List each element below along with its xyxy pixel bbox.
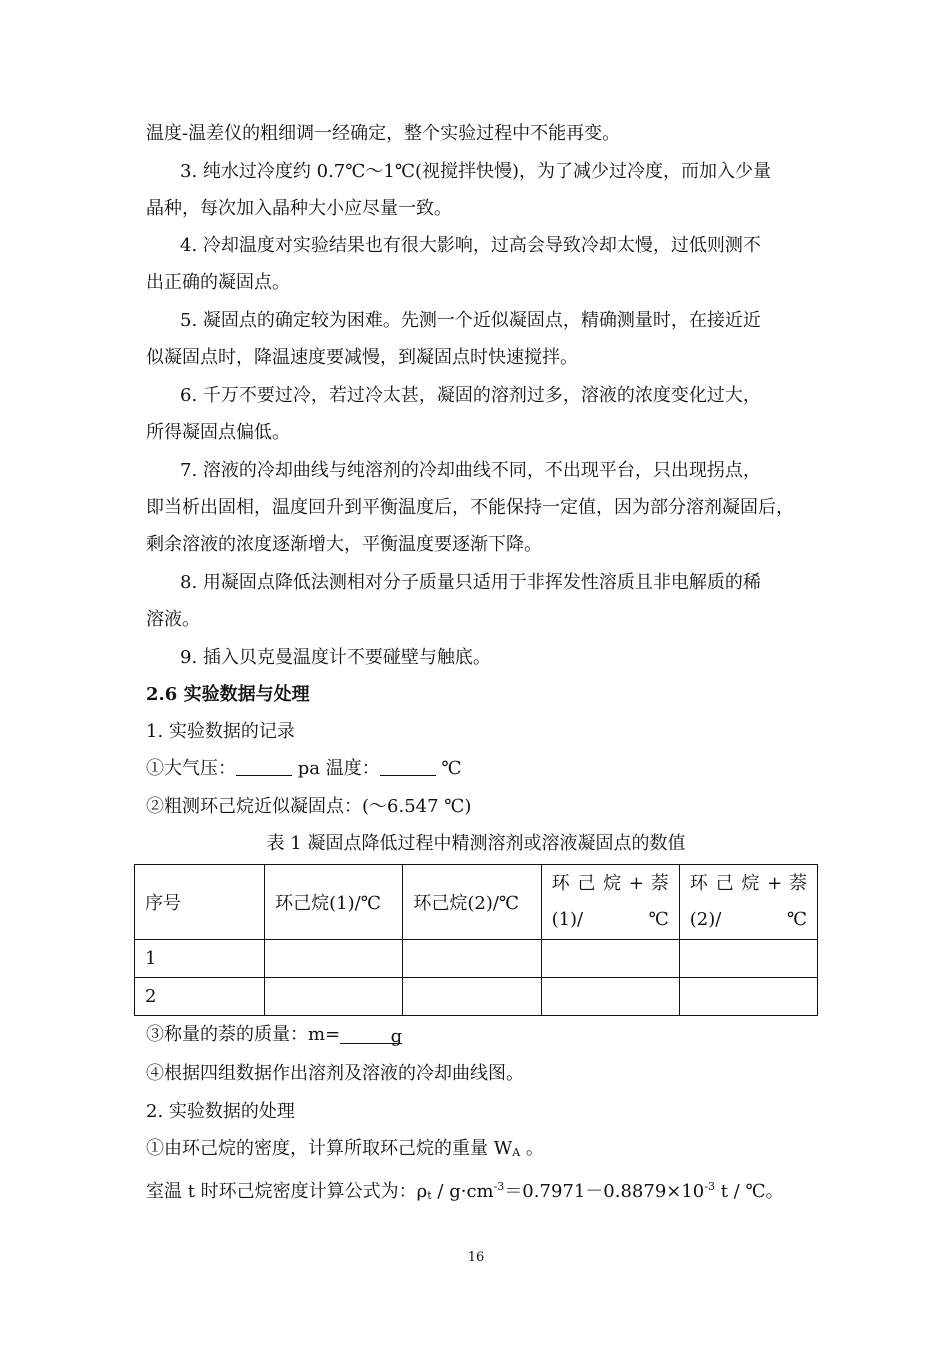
table-cell[interactable] — [403, 978, 541, 1016]
pressure-unit: pa 温度： — [292, 758, 380, 779]
mass-line — [146, 1023, 402, 1047]
paragraph-line: 溶液。 — [146, 609, 200, 630]
paragraph-line: 似凝固点时，降温速度要减慢，到凝固点时快速搅拌。 — [146, 347, 578, 368]
data-table — [134, 864, 818, 1016]
density-subscript: A — [512, 1146, 521, 1159]
table-cell[interactable] — [541, 978, 679, 1016]
table-header-cell: 环己烷(1)/℃ — [265, 865, 403, 940]
table-cell[interactable] — [679, 978, 817, 1016]
mass-blank — [340, 1025, 403, 1047]
formula-part: t / ℃。 — [714, 1181, 784, 1202]
table-row — [135, 940, 818, 978]
table-header-row — [135, 865, 818, 940]
table-cell: 1 — [135, 940, 265, 978]
paragraph-line: 出正确的凝固点。 — [146, 272, 290, 293]
page-number: 16 — [467, 1250, 485, 1265]
table-cell[interactable] — [541, 940, 679, 978]
table-header-cell: 序号 — [135, 865, 265, 940]
table-cell[interactable] — [403, 940, 541, 978]
formula-superscript: -3 — [493, 1180, 505, 1193]
paragraph-line: 7. 溶液的冷却曲线与纯溶剂的冷却曲线不同，不出现平台，只出现拐点， — [180, 460, 761, 481]
table-cell[interactable] — [265, 940, 403, 978]
table-cell: 2 — [135, 978, 265, 1016]
density-text: ①由环己烷的密度，计算所取环己烷的重量 W — [146, 1138, 513, 1159]
item-heading: 1. 实验数据的记录 — [146, 721, 295, 742]
formula-part: / g·cm — [431, 1181, 494, 1202]
item-heading: 2. 实验数据的处理 — [146, 1101, 295, 1122]
pressure-blank — [236, 757, 292, 776]
table-header-cell: 环 己 烷 + 萘 (2)/℃ — [679, 865, 817, 940]
section-heading: 2.6 实验数据与处理 — [146, 684, 310, 705]
paragraph-line: 5. 凝固点的确定较为困难。先测一个近似凝固点，精确测量时，在接近近 — [180, 310, 761, 331]
table-cell[interactable] — [265, 978, 403, 1016]
paragraph-line: 剩余溶液的浓度逐渐增大，平衡温度要逐渐下降。 — [146, 534, 542, 555]
paragraph-line: 6. 千万不要过冷，若过冷太甚，凝固的溶剂过多，溶液的浓度变化过大， — [180, 385, 761, 406]
formula-part: 室温 t 时环己烷密度计算公式为：ρ — [146, 1181, 428, 1202]
mass-label: ③称量的萘的质量：m= — [146, 1024, 341, 1045]
paragraph-line: 9. 插入贝克曼温度计不要碰壁与触底。 — [180, 647, 491, 668]
table-header-cell: 环己烷(2)/℃ — [403, 865, 541, 940]
pressure-label: ①大气压： — [146, 758, 236, 779]
table-cell[interactable] — [679, 940, 817, 978]
temperature-unit: ℃ — [435, 758, 462, 779]
table-header-cell: 环 己 烷 + 萘 (1)/℃ — [541, 865, 679, 940]
temperature-blank — [380, 757, 436, 776]
rough-freezing-point: ②粗测环己烷近似凝固点：(～6.547 ℃) — [146, 796, 472, 817]
paragraph-line: 即当析出固相，温度回升到平衡温度后，不能保持一定值，因为部分溶剂凝固后， — [146, 497, 794, 518]
formula-subscript: t — [427, 1189, 432, 1202]
paragraph-line: 所得凝固点偏低。 — [146, 422, 290, 443]
density-line — [146, 1137, 544, 1165]
density-end: 。 — [520, 1138, 544, 1159]
formula-superscript: -3 — [704, 1180, 715, 1193]
formula-part: ＝0.7971－0.8879×10 — [504, 1181, 705, 1202]
paragraph-line: 晶种，每次加入晶种大小应尽量一致。 — [146, 198, 452, 219]
table-row — [135, 978, 818, 1016]
formula-line — [146, 1175, 784, 1208]
paragraph-line: 3. 纯水过冷度约 0.7℃～1℃(视搅拌快慢)，为了减少过冷度，而加入少量 — [180, 161, 772, 182]
pressure-line — [146, 757, 462, 781]
paragraph-line: 8. 用凝固点降低法测相对分子质量只适用于非挥发性溶质且非电解质的稀 — [180, 572, 761, 593]
paragraph-line: 4. 冷却温度对实验结果也有很大影响，过高会导致冷却太慢，过低则测不 — [180, 235, 761, 256]
paragraph-line: 温度-温差仪的粗细调一经确定，整个实验过程中不能再变。 — [146, 123, 621, 144]
mass-unit: g — [390, 1026, 403, 1047]
cooling-curve-line: ④根据四组数据作出溶剂及溶液的冷却曲线图。 — [146, 1063, 524, 1084]
table-caption: 表 1 凝固点降低过程中精测溶剂或溶液凝固点的数值 — [266, 833, 686, 854]
